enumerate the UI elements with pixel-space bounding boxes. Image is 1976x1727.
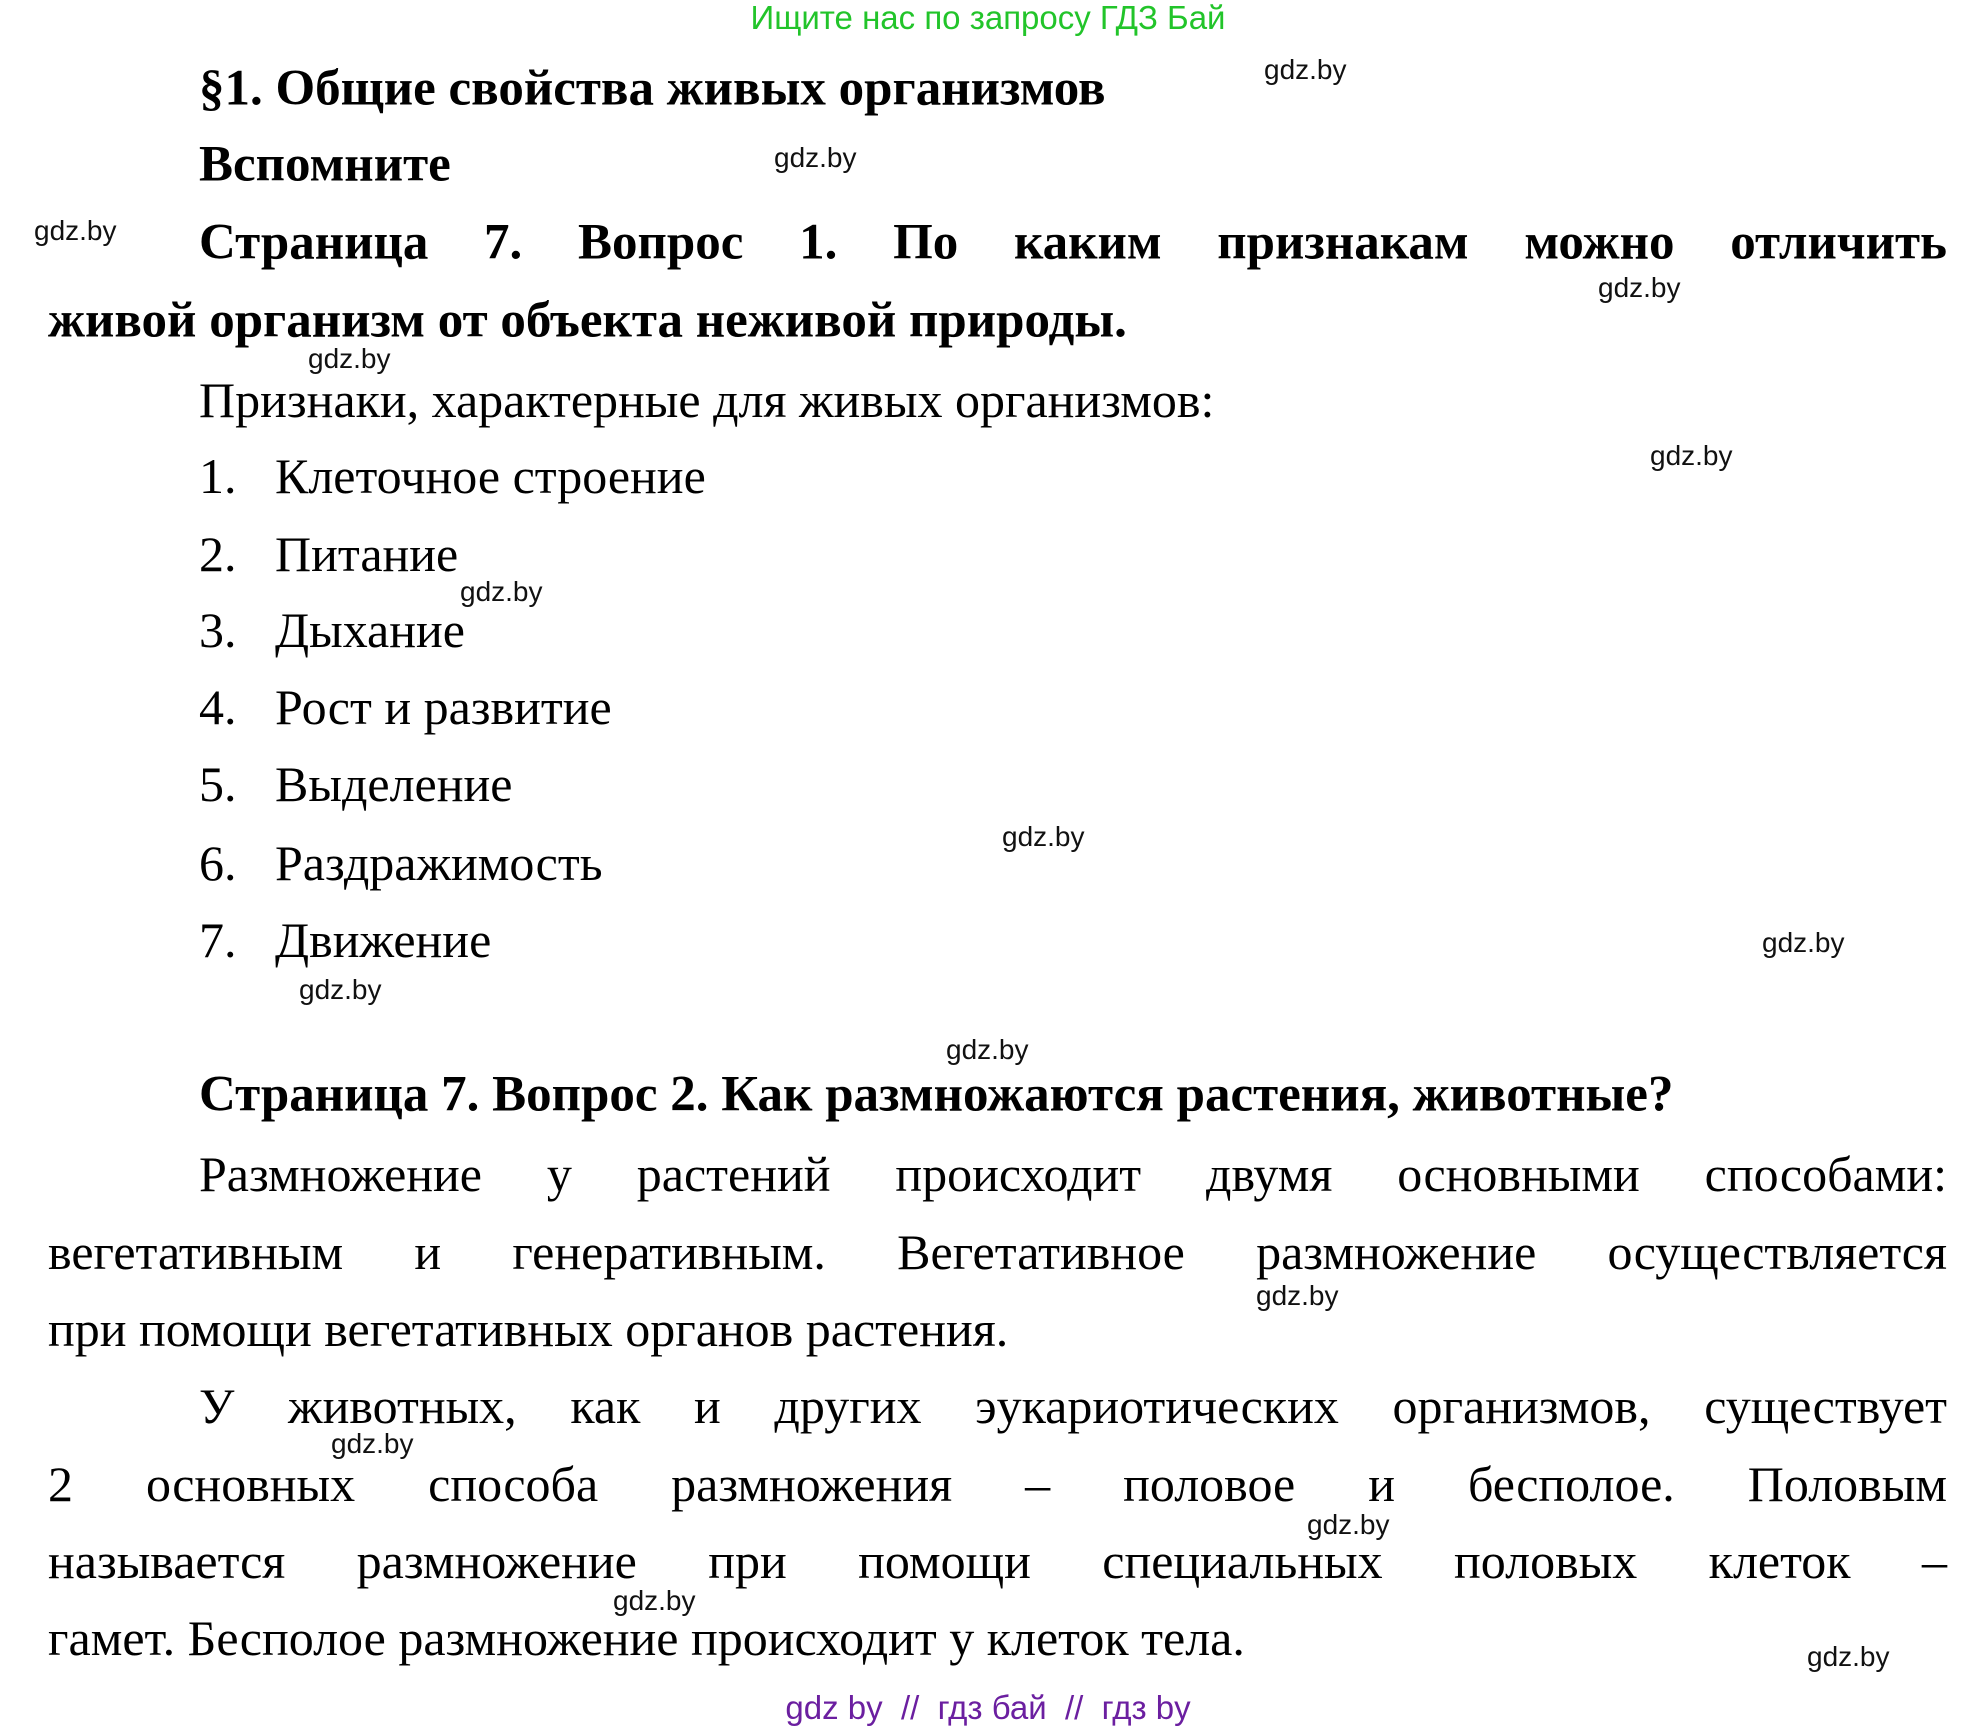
watermark: gdz.by (1256, 1280, 1339, 1311)
watermark: gdz.by (1807, 1641, 1890, 1672)
list-item: 6. Раздражимость (199, 835, 603, 891)
watermark: gdz.by (1762, 927, 1845, 958)
answer-intro: Признаки, характерные для живых организмов: (199, 372, 1215, 428)
paragraph-line: при помощи вегетативных органов растения. (48, 1301, 1009, 1357)
watermark: gdz.by (1650, 440, 1733, 471)
paragraph-line: вегетативным и генеративным. Вегетативное размножение осуществляется (48, 1224, 1947, 1280)
watermark: gdz.by (1264, 54, 1347, 85)
watermark: gdz.by (1002, 821, 1085, 852)
list-item: 4. Рост и развитие (199, 679, 612, 735)
paragraph-line: гамет. Бесполое размножение происходит у клеток тела. (48, 1610, 1245, 1666)
watermark: gdz.by (946, 1034, 1029, 1065)
search-banner: Ищите нас по запросу ГДЗ Бай (750, 0, 1226, 36)
list-item: 1. Клеточное строение (199, 448, 706, 504)
watermark: gdz.by (331, 1428, 414, 1459)
watermark: gdz.by (308, 343, 391, 374)
list-item: 5. Выделение (199, 756, 513, 812)
question-2-heading: Страница 7. Вопрос 2. Как размножаются растения, животные? (199, 1066, 1674, 1123)
paragraph-line: У животных, как и других эукариотических организмов, существует (199, 1378, 1947, 1434)
paragraph-line: 2 основных способа размножения – половое и бесполое. Половым (48, 1456, 1947, 1512)
question-1-heading-line-1: Страница 7. Вопрос 1. По каким признакам можно отличить (199, 214, 1947, 271)
question-1-heading-line-2: живой организм от объекта неживой природы. (48, 292, 1127, 349)
paragraph-line: называется размножение при помощи специальных половых клеток – (48, 1533, 1947, 1589)
watermark: gdz.by (34, 215, 117, 246)
list-item: 7. Движение (199, 912, 492, 968)
footer-links: gdz by // гдз бай // гдз by (785, 1689, 1191, 1726)
watermark: gdz.by (299, 974, 382, 1005)
watermark: gdz.by (774, 142, 857, 173)
watermark: gdz.by (1307, 1509, 1390, 1540)
watermark: gdz.by (1598, 272, 1681, 303)
watermark: gdz.by (613, 1585, 696, 1616)
watermark: gdz.by (460, 576, 543, 607)
page-title: §1. Общие свойства живых организмов (199, 60, 1106, 117)
recall-heading: Вспомните (199, 136, 451, 193)
list-item: 2. Питание (199, 526, 459, 582)
list-item: 3. Дыхание (199, 602, 465, 658)
paragraph-line: Размножение у растений происходит двумя основными способами: (199, 1146, 1947, 1202)
